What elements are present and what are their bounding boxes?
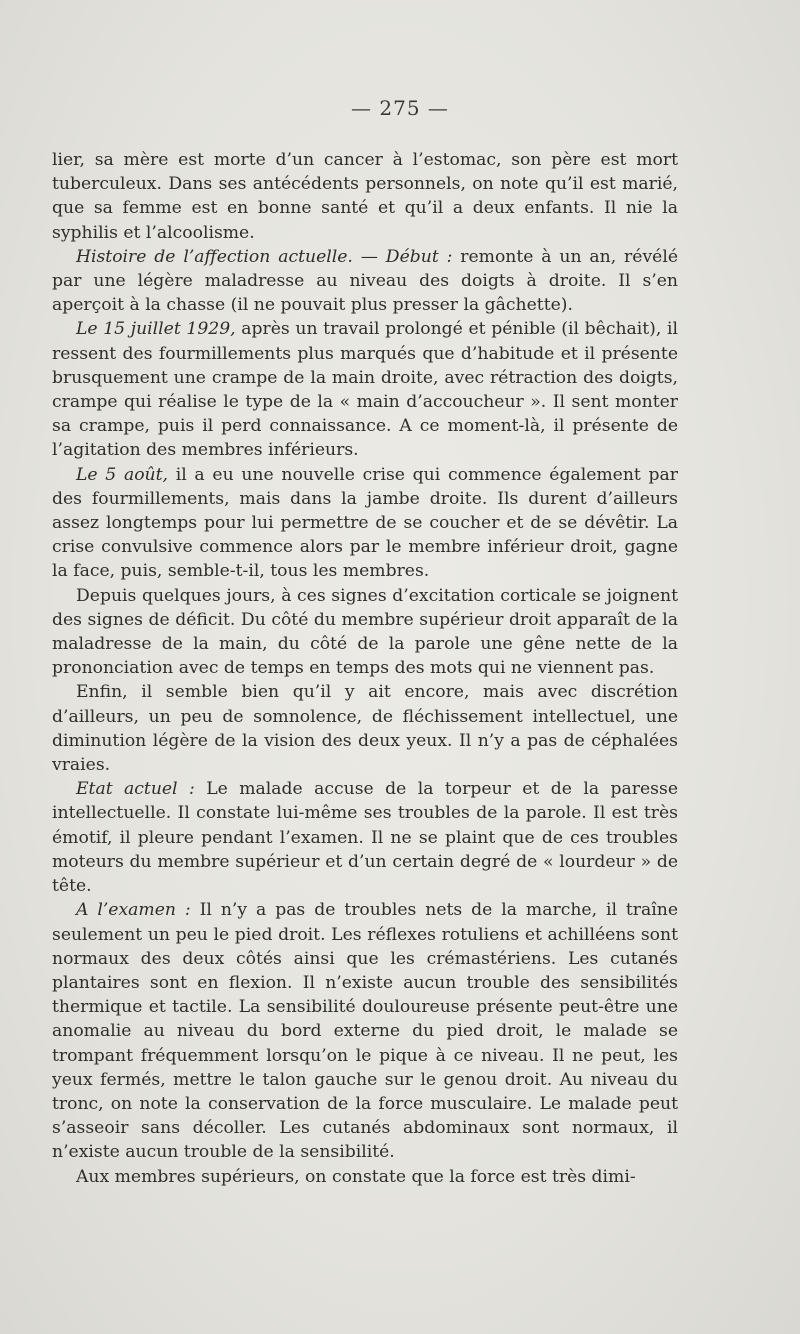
paragraph [52,898,678,1164]
italic-lead-text: Le 5 août, [76,464,168,485]
italic-lead-text: A l’examen : [76,900,191,921]
paragraph [52,680,678,777]
paragraph [52,245,678,318]
italic-lead-text: Début : [385,246,453,267]
paragraph-text: il a eu une nouvelle crise qui commence également par des fourmillements, mais dans la jambe droite. Ils durent d’ailleurs assez longtemps pour lui permettre de se coucher et de se dévêtir. La crise convulsive commence alors par le membre inférieur droit, gagne la face, puis, semble-t-il, tous les membres. [52,464,679,582]
paragraph [52,317,678,462]
paragraph-text: remonte à un an, révélé par une légère maladresse au niveau des doigts à droite. Il s’en aperçoit à la chasse (il ne pouvait plus presser la gâchette). [52,246,678,316]
paragraph [52,584,678,681]
paragraph-text: lier, sa mère est morte d’un cancer à l’estomac, son père est mort tuberculeux. Dans ses antécédents personnels, on note qu’il est marié, que sa femme est en bonne santé et qu’il a deux enfants. Il nie la syphilis et l’alcoolisme. [52,150,678,243]
paragraph-text: — [352,246,386,267]
paragraph-text: Il n’y a pas de troubles nets de la marche, il traîne seulement un peu le pied droit. Les réflexes rotuliens et achilléens sont normaux des deux côtés ainsi que les crémastériens. Les cutanés plantaires sont en flexion. Il n’existe aucun trouble des sensibilités thermique et tactile. La sensibilité douloureuse présente peut-être une anomalie au niveau du bord externe du pied droit, le malade se trompant fréquemment lorsqu’on le pique à ce niveau. Il ne peut, les yeux fermés, mettre le talon gauche sur le genou droit. Au niveau du tronc, on note la conservation de la force musculaire. Le malade peut s’asseoir sans décoller. Les cutanés abdominaux sont normaux, il n’existe aucun trouble de la sensibilité. [52,900,678,1163]
paragraph [52,1165,678,1189]
body-text [52,148,678,1189]
paragraph-text: après un travail prolongé et pénible (il bêchait), il ressent des fourmillements plus marqués que d’habitude et il présente brusquement une crampe de la main droite, avec rétraction des doigts, crampe qui réalise le type de la « main d’accoucheur ». Il sent monter sa crampe, puis il perd connaissance. A ce moment-là, il présente de l’agitation des membres inférieurs. [52,319,678,461]
paragraph-text: Enfin, il semble bien qu’il y ait encore, mais avec discrétion d’ailleurs, un peu de somnolence, de fléchissement intellectuel, une diminution légère de la vision des deux yeux. Il n’y a pas de céphalées vraies. [52,682,678,776]
paragraph [52,463,678,584]
paragraph-text: Aux membres supérieurs, on constate que la force est très dimi- [76,1166,636,1187]
paragraph [52,148,678,245]
paragraph-text: Le malade accuse de la torpeur et de la paresse intellectuelle. Il constate lui-même ses troubles de la parole. Il est très émotif, il pleure pendant l’examen. Il ne se plaint que de ces troubles moteurs du membre supérieur et d’un certain degré de « lourdeur » de tête. [52,779,678,897]
italic-lead-text: Le 15 juillet 1929, [76,319,236,340]
italic-lead-text: Etat actuel : [76,779,195,800]
paragraph [52,777,678,898]
page-number: — 275 — [351,96,449,120]
paragraph-text: Depuis quelques jours, à ces signes d’excitation corticale se joignent des signes de déficit. Du côté du membre supérieur droit apparaît de la maladresse de la main, du côté de la parole une gêne nette de la prononciation avec de temps en temps des mots qui ne viennent pas. [52,585,678,679]
italic-lead-text: Histoire de l’affection actuelle. [76,246,353,267]
